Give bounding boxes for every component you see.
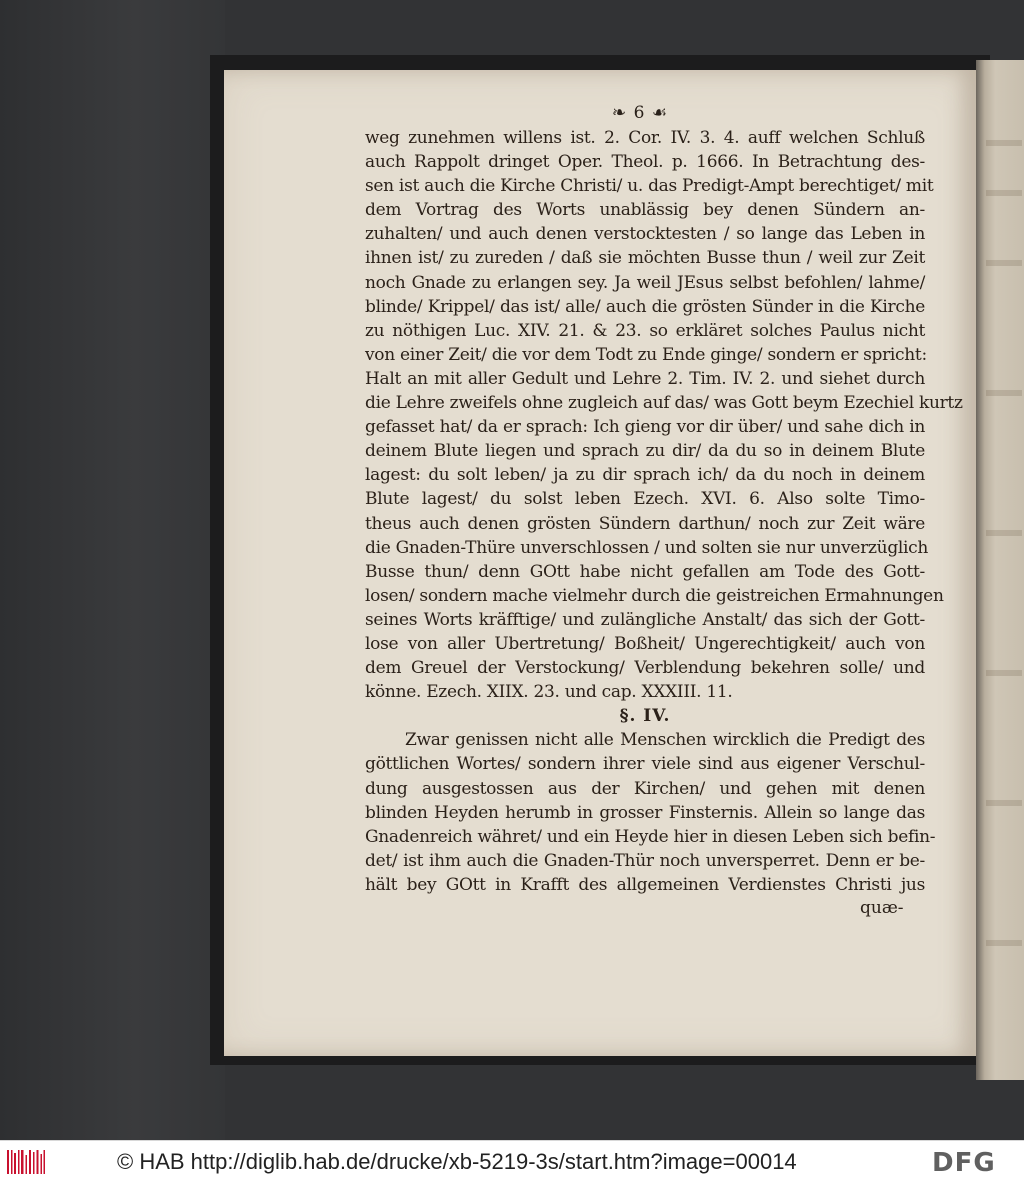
section-paragraph [365, 728, 936, 897]
text-line: die Gnaden-Thüre unverschlossen / und solten sie nur unverzüglich [365, 537, 929, 558]
text-line: dem Greuel der Verstockung/ Verblendung bekehren solle/ und [365, 658, 925, 679]
text-line: ihnen ist/ zu zureden / daß sie möchten Busse thun / weil zur Zeit [365, 248, 925, 269]
text-line: die Lehre zweifels ohne zugleich auf das/ was Gott beym Ezechiel kurtz [365, 393, 963, 414]
text-line: lagest: du solt leben/ ja zu dir sprach ich/ da du noch in deinem [365, 465, 925, 486]
catchword: quæ- [860, 898, 904, 918]
dfg-logo: DFG [932, 1148, 996, 1178]
text-line: Zwar genissen nicht alle Menschen wircklich die Predigt des [405, 730, 925, 751]
text-line: dem Vortrag des Worts unablässig bey denen Sündern an- [365, 200, 925, 221]
text-line: Blute lagest/ du solst leben Ezech. XVI. 6. Also solte Timo- [365, 489, 925, 510]
text-line: könne. Ezech. XIIX. 23. und cap. XXXIII. 11. [365, 682, 733, 703]
text-line: göttlichen Wortes/ sondern ihrer viele sind aus eigener Verschul- [365, 754, 925, 775]
section-heading: §. IV. [619, 706, 671, 727]
text-line: Busse thun/ denn GOtt habe nicht gefallen am Tode des Gott- [365, 561, 925, 582]
scan-background [0, 0, 225, 1140]
footer-bar [0, 1140, 1024, 1183]
text-line: theus auch denen grösten Sündern darthun/ noch zur Zeit wäre [365, 513, 925, 534]
text-line: gefasset hat/ da er sprach: Ich gieng vor dir über/ und sahe dich in [365, 417, 925, 438]
text-line: von einer Zeit/ die vor dem Todt zu Ende ginge/ sondern er spricht: [365, 344, 927, 365]
text-line: zu nöthigen Luc. XIV. 21. & 23. so erkläret solches Paulus nicht [365, 320, 925, 341]
ornament-right-icon: ☙ [651, 103, 669, 123]
hab-barcode-logo-icon [6, 1147, 46, 1177]
ornament-left-icon: ❧ [611, 103, 628, 123]
text-line: losen/ sondern mache vielmehr durch die geistreichen Ermahnungen [365, 585, 944, 606]
text-line: auch Rappolt dringet Oper. Theol. p. 1666. In Betrachtung des- [365, 152, 925, 173]
page-number [590, 103, 690, 123]
page-number-value: 6 [633, 103, 646, 123]
text-line: zuhalten/ und auch denen verstocktesten / so lange das Leben in [365, 224, 925, 245]
text-line: lose von aller Ubertretung/ Boßheit/ Ungerechtigkeit/ auch von [365, 633, 925, 654]
text-line: noch Gnade zu erlangen sey. Ja weil JEsus selbst befohlen/ lahme/ [365, 272, 925, 293]
text-line: blinden Heyden herumb in grosser Finsternis. Allein so lange das [365, 802, 925, 823]
text-line: Halt an mit aller Gedult und Lehre 2. Tim. IV. 2. und siehet durch [365, 368, 925, 389]
text-line: dung ausgestossen aus der Kirchen/ und gehen mit denen [365, 778, 925, 799]
text-line: Gnadenreich währet/ und ein Heyde hier in diesen Leben sich befin- [365, 826, 936, 847]
text-line: deinem Blute liegen und sprach zu dir/ da du so in deinem Blute [365, 441, 925, 462]
text-line: hält bey GOtt in Krafft des allgemeinen Verdienstes Christi jus [365, 874, 925, 895]
text-line: seines Worts kräfftige/ und zulängliche Anstalt/ das sich der Gott- [365, 609, 925, 630]
copyright-link[interactable]: © HAB http://diglib.hab.de/drucke/xb-5219-3s/start.htm?image=00014 [117, 1149, 797, 1174]
body-paragraph [365, 126, 963, 704]
text-line: det/ ist ihm auch die Gnaden-Thür noch unversperret. Denn er be- [365, 850, 925, 871]
text-line: sen ist auch die Kirche Christi/ u. das Predigt-Ampt berechtiget/ mit [365, 176, 934, 197]
text-line: blinde/ Krippel/ das ist/ alle/ auch die grösten Sünder in die Kirche [365, 296, 925, 317]
adjacent-page-edge [976, 60, 1024, 1080]
text-line: weg zunehmen willens ist. 2. Cor. IV. 3. 4. auff welchen Schluß [365, 128, 925, 148]
page-text-block [365, 126, 963, 897]
